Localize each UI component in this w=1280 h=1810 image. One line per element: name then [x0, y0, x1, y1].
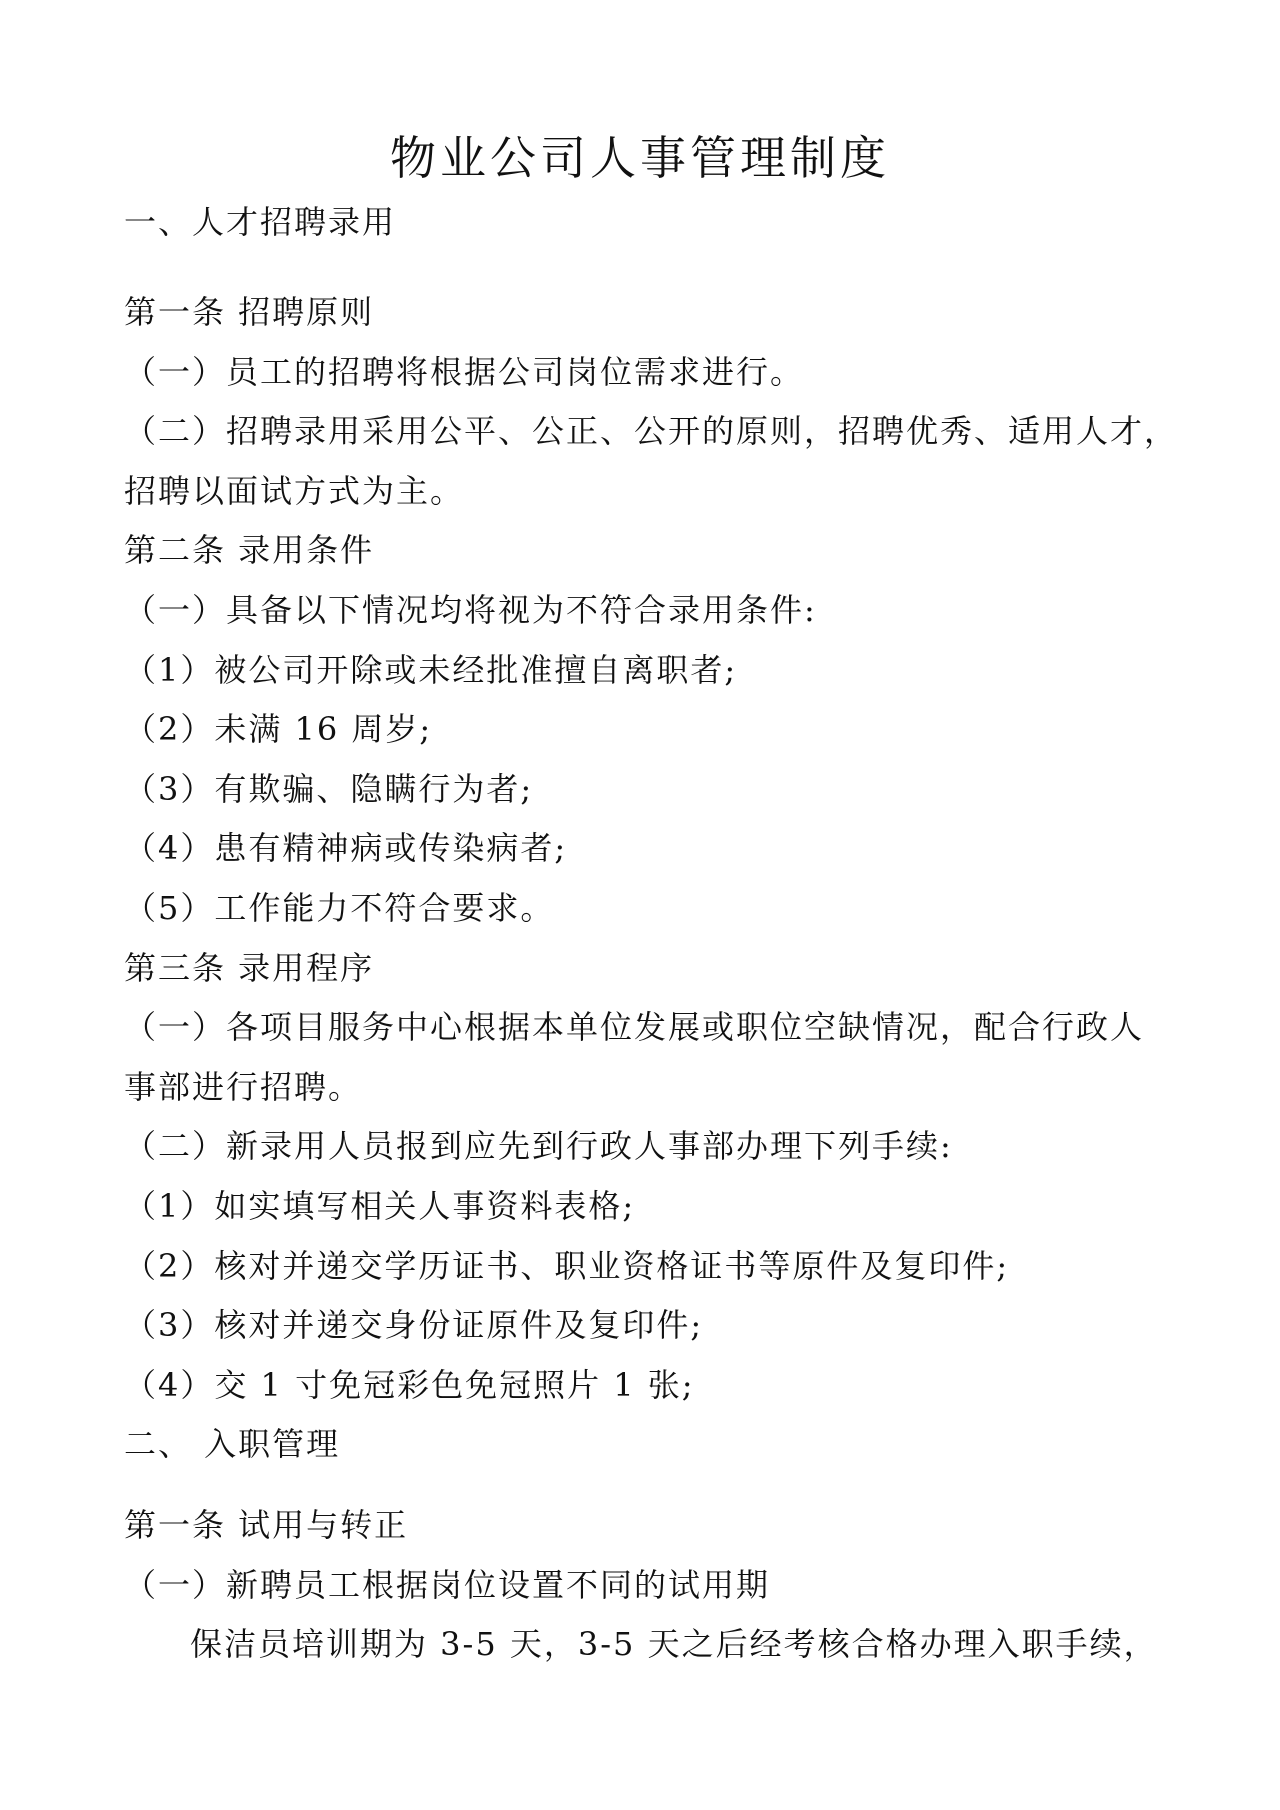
list-item: （1）被公司开除或未经批准擅自离职者;	[124, 651, 738, 689]
paragraph-line: 事部进行招聘。	[124, 1068, 363, 1106]
section-heading-2: 二、 入职管理	[124, 1425, 341, 1463]
paragraph-line: 保洁员培训期为 3-5 天，3-5 天之后经考核合格办理入职手续，	[190, 1625, 1158, 1663]
article-heading: 第一条 招聘原则	[124, 293, 375, 331]
article-heading: 第二条 录用条件	[124, 531, 375, 569]
list-item: （5）工作能力不符合要求。	[124, 889, 555, 927]
paragraph-line: （一）员工的招聘将根据公司岗位需求进行。	[124, 353, 805, 391]
list-item: （2）核对并递交学历证书、职业资格证书等原件及复印件;	[124, 1247, 1010, 1285]
paragraph-line: 招聘以面试方式为主。	[124, 472, 465, 510]
paragraph-line: （一）新聘员工根据岗位设置不同的试用期	[124, 1566, 771, 1604]
article-heading: 第一条 试用与转正	[124, 1506, 409, 1544]
paragraph-line: （一）各项目服务中心根据本单位发展或职位空缺情况，配合行政人	[124, 1008, 1145, 1046]
paragraph-line: （二）招聘录用采用公平、公正、公开的原则，招聘优秀、适用人才，	[124, 412, 1179, 450]
list-item: （4）交 1 寸免冠彩色免冠照片 1 张;	[124, 1366, 695, 1404]
list-item: （2）未满 16 周岁;	[124, 710, 433, 748]
paragraph-line: （二）新录用人员报到应先到行政人事部办理下列手续:	[124, 1127, 953, 1165]
section-heading-1: 一、人才招聘录用	[124, 203, 397, 241]
paragraph-line: （一）具备以下情况均将视为不符合录用条件:	[124, 591, 817, 629]
list-item: （1）如实填写相关人事资料表格;	[124, 1187, 636, 1225]
list-item: （3）核对并递交身份证原件及复印件;	[124, 1306, 704, 1344]
list-item: （3）有欺骗、隐瞒行为者;	[124, 770, 534, 808]
document-title: 物业公司人事管理制度	[390, 131, 890, 185]
list-item: （4）患有精神病或传染病者;	[124, 829, 568, 867]
article-heading: 第三条 录用程序	[124, 949, 375, 987]
